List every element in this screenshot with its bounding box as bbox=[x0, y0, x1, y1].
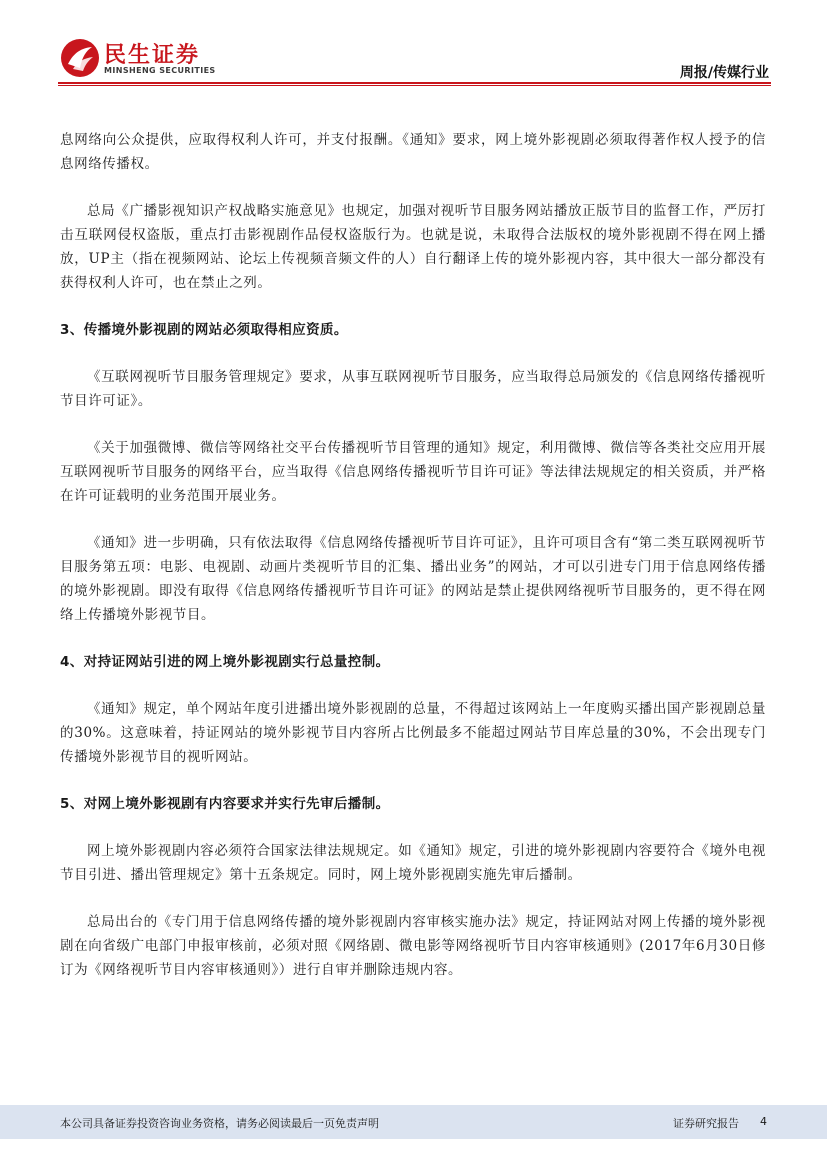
body-paragraph: 《互联网视听节目服务管理规定》要求，从事互联网视听节目服务，应当取得总局颁发的《信息网络传播视听节目许可证》。 bbox=[60, 369, 766, 409]
page-number: 4 bbox=[760, 1115, 767, 1128]
section-heading: 4、对持证网站引进的网上境外影视剧实行总量控制。 bbox=[60, 654, 390, 670]
body-paragraph: 总局《广播影视知识产权战略实施意见》也规定，加强对视听节目服务网站播放正版节目的监督工作，严厉打击互联网侵权盗版，重点打击影视剧作品侵权盗版行为。也就是说，未取得合法版权的境外影视剧不得在网上播放，UP主（指在视频网站、论坛上传视频音频文件的人）自行翻译上传的境外影视内容，其中很大一部分都没有获得权利人许可，也在禁止之列。 bbox=[60, 203, 766, 291]
footer-disclaimer: 本公司具备证券投资咨询业务资格，请务必阅读最后一页免责声明 bbox=[60, 1117, 379, 1130]
body-paragraph: 《关于加强微博、微信等网络社交平台传播视听节目管理的通知》规定，利用微博、微信等各类社交应用开展互联网视听节目服务的网络平台，应当取得《信息网络传播视听节目许可证》等法律法规规定的相关资质，并严格在许可证载明的业务范围开展业务。 bbox=[60, 440, 766, 504]
header-divider-thin bbox=[58, 85, 771, 86]
brand-name-cn: 民生证券 bbox=[104, 43, 201, 68]
footer-label: 证券研究报告 bbox=[673, 1117, 739, 1130]
body-paragraph: 息网络向公众提供，应取得权利人许可，并支付报酬。《通知》要求，网上境外影视剧必须取得著作权人授予的信息网络传播权。 bbox=[60, 132, 766, 172]
section-heading: 5、对网上境外影视剧有内容要求并实行先审后播制。 bbox=[60, 796, 390, 812]
body-paragraph: 《通知》规定，单个网站年度引进播出境外影视剧的总量，不得超过该网站上一年度购买播出国产影视剧总量的30%。这意味着，持证网站的境外影视节目内容所占比例最多不能超过网站节目库总量的30%，不会出现专门传播境外影视节目的视听网站。 bbox=[60, 701, 766, 765]
body-paragraph: 总局出台的《专门用于信息网络传播的境外影视剧内容审核实施办法》规定，持证网站对网上传播的境外影视剧在向省级广电部门申报审核前，必须对照《网络剧、微电影等网络视听节目内容审核通则》(2017年6月30日修订为《网络视听节目内容审核通则》）进行自审并删除违规内容。 bbox=[60, 914, 766, 978]
page-header bbox=[0, 0, 827, 84]
report-body bbox=[60, 128, 766, 1005]
section-heading: 3、传播境外影视剧的网站必须取得相应资质。 bbox=[60, 322, 348, 338]
brand-name-en: MINSHENG SECURITIES bbox=[104, 66, 216, 75]
body-paragraph: 《通知》进一步明确，只有依法取得《信息网络传播视听节目许可证》，且许可项目含有“第二类互联网视听节目服务第五项：电影、电视剧、动画片类视听节目的汇集、播出业务”的网站，才可以引进专门用于信息网络传播的境外影视剧。即没有取得《信息网络传播视听节目许可证》的网站是禁止提供网络视听节目服务的，更不得在网络上传播境外影视节目。 bbox=[60, 535, 766, 623]
body-paragraph: 网上境外影视剧内容必须符合国家法律法规规定。如《通知》规定，引进的境外影视剧内容要符合《境外电视节目引进、播出管理规定》第十五条规定。同时，网上境外影视剧实施先审后播制。 bbox=[60, 843, 766, 883]
report-type: 周报/传媒行业 bbox=[679, 65, 769, 81]
page-footer bbox=[0, 1105, 827, 1139]
minsheng-logo-icon bbox=[60, 38, 100, 78]
header-divider bbox=[58, 82, 771, 84]
